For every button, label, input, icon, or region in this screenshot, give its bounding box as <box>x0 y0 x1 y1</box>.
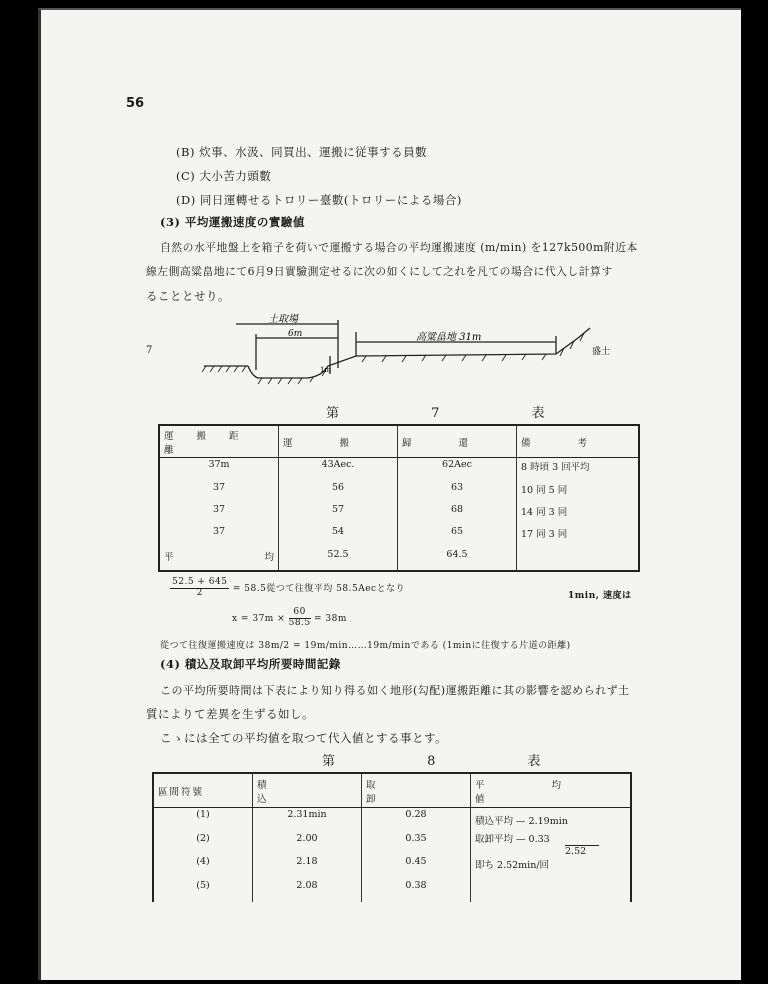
table-cell: (1) <box>196 809 210 821</box>
paragraph2-line-2: 質によりて差異を生ずる如し。 <box>146 707 314 721</box>
label-borrow-pit: 土取場 <box>268 314 298 325</box>
paragraph-line-3: ることとせり。 <box>146 289 230 303</box>
table-cell: 63 <box>398 481 517 503</box>
paragraph-line-2: 線左側高粱畠地にて6月9日實驗測定せるに次の如くにして之れを凡ての場合に代入し計算す <box>146 265 613 278</box>
table-cell: 2.18 <box>253 855 362 878</box>
table-cell: 37 <box>212 526 226 538</box>
table-row <box>153 808 631 832</box>
table7-average-return: 64.5 <box>398 548 517 571</box>
avg-label-right: 均 <box>264 551 274 563</box>
avg-unload: 取卸平均 — 0.33 <box>475 834 550 846</box>
table-cell: 8 時頃 3 回平均 <box>517 458 640 481</box>
text-line-b: (B) 炊事、水汲、同買出、運搬に従事する員數 <box>176 145 428 159</box>
avg-load: 積込平均 — 2.19min <box>475 816 568 828</box>
formula2-lhs: x = 37m × <box>232 613 286 624</box>
table-cell: 0.35 <box>362 832 471 855</box>
label-embankment: 盛土 <box>592 347 611 357</box>
table-cell: 68 <box>398 503 517 525</box>
table-row-average <box>159 548 639 571</box>
formula2-rhs: = 38m <box>314 613 347 624</box>
avg-sum: 2.52 <box>565 845 599 857</box>
table-row <box>159 503 639 525</box>
formula2-numerator: 60 <box>289 608 311 619</box>
avg-label-left: 平 <box>164 551 174 563</box>
table-7 <box>158 424 640 572</box>
table8-header-load: 積 込 <box>253 773 362 808</box>
formula2-denominator: 58.5 <box>288 617 311 628</box>
table-cell: 37 <box>212 504 226 515</box>
table7-header-remarks: 備 考 <box>517 425 640 458</box>
label-depth: 1m <box>320 366 332 374</box>
section-heading-4: (4) 積込及取卸平均所要時間記錄 <box>160 657 341 671</box>
label-6m: 6m <box>288 329 303 339</box>
table7-header-return: 歸 還 <box>398 425 517 458</box>
text-line-d: (D) 同日運轉せるトロリー臺數(トロリーによる場合) <box>176 193 462 207</box>
table-cell: 65 <box>398 525 517 547</box>
table-cell: 37m <box>208 459 230 471</box>
table-cell: 43Aec. <box>279 458 398 481</box>
page-number: 56 <box>126 96 145 111</box>
paragraph2-line-3: こゝには全ての平均値を取つて代入値とする事とす。 <box>160 731 448 745</box>
table-8 <box>152 772 632 902</box>
table8-header-section: 區間符號 <box>153 773 253 808</box>
section-heading-3: (3) 平均運搬速度の實驗値 <box>160 215 305 229</box>
formula1-text: = 58.5從つて往復平均 58.5Aecとなり <box>232 583 406 594</box>
table-row <box>159 458 639 481</box>
table7-average-label <box>159 548 279 571</box>
paragraph-line-1: 自然の水平地盤上を箱子を荷いで運搬する場合の平均運搬速度 (m/min) を127k500m附近本 <box>160 241 638 254</box>
table8-header-average: 平 均 値 <box>471 773 632 808</box>
avg-total: 即ち 2.52min/回 <box>475 860 550 872</box>
table-cell: (5) <box>196 879 210 891</box>
formula-1 <box>170 578 405 599</box>
table8-header-unload: 取 卸 <box>362 773 471 808</box>
table-cell: 2.31min <box>253 808 362 832</box>
table7-header-carry: 運 搬 <box>279 425 398 458</box>
formula1-right: 1min, 速度は <box>568 591 632 601</box>
paragraph2-line-1: この平均所要時間は下表により知り得る如く地形(勾配)運搬距離に其の影響を認められず土 <box>160 684 630 697</box>
formula1-denominator: 2 <box>196 587 203 598</box>
table-cell: 2.00 <box>253 832 362 855</box>
table-cell: 17 同 3 同 <box>517 525 640 547</box>
table-cell: 57 <box>279 503 398 525</box>
label-field: 高粱畠地 31m <box>416 332 482 343</box>
table7-average-carry: 52.5 <box>279 548 398 571</box>
table-cell: 0.38 <box>362 879 471 902</box>
table8-caption: 第 8 表 <box>322 754 585 769</box>
table-cell: 54 <box>279 525 398 547</box>
table-row <box>159 481 639 503</box>
cross-section-diagram <box>196 310 616 390</box>
table-cell: 2.08 <box>253 879 362 902</box>
formula-2 <box>232 608 347 629</box>
table-cell: (4) <box>196 856 210 868</box>
table-cell: 10 同 5 同 <box>517 481 640 503</box>
table7-header-distance: 運 搬 距 離 <box>159 425 279 458</box>
table-cell: 14 同 3 同 <box>517 503 640 525</box>
table7-caption: 第 7 表 <box>326 406 589 421</box>
table-cell: 0.45 <box>362 855 471 878</box>
margin-mark: 7 <box>146 345 153 356</box>
table-cell: 37 <box>212 481 226 493</box>
formula-3: 從つて往復運搬速度は 38m/2 = 19m/min……19m/minである (1minに往復する片道の距離) <box>160 641 571 651</box>
table-cell: 0.28 <box>362 808 471 832</box>
table-row <box>159 525 639 547</box>
table8-average-cell <box>471 808 632 902</box>
text-line-c: (C) 大小苦力頭數 <box>176 169 272 183</box>
formula1-numerator: 52.5 + 645 <box>172 577 228 587</box>
table-cell: 62Aec <box>398 458 517 481</box>
table-cell: (2) <box>196 832 210 844</box>
table-cell: 56 <box>279 481 398 503</box>
